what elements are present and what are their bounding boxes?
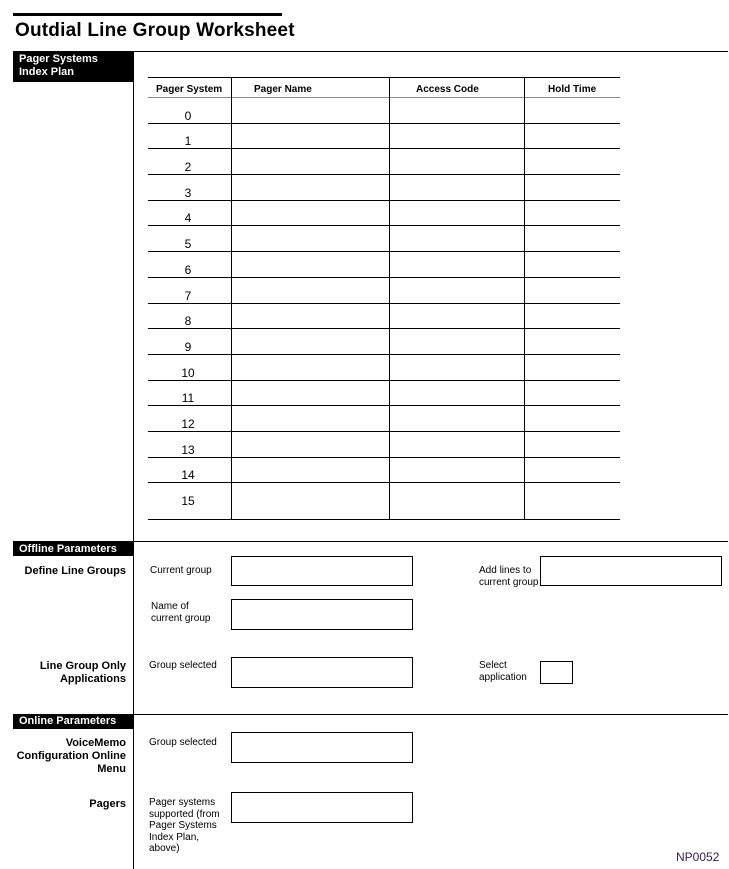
- select-application-field[interactable]: [540, 661, 573, 684]
- col-header-hold-time: Hold Time: [548, 84, 597, 95]
- table-row: [148, 277, 620, 303]
- pager-system-number: 0: [184, 108, 192, 123]
- pager-system-number: 13: [181, 442, 195, 457]
- group-selected-offline-field[interactable]: [231, 657, 413, 688]
- table-row: [148, 123, 620, 149]
- section-label-pager-plan: Pager Systems Index Plan: [13, 52, 133, 82]
- col-header-pager-system: Pager System: [156, 84, 223, 95]
- table-row: [148, 405, 620, 431]
- pager-system-number: 5: [184, 237, 192, 252]
- label-define-line-groups: Define Line Groups: [24, 565, 126, 577]
- table-row: [148, 200, 620, 226]
- current-group-field[interactable]: [231, 556, 413, 586]
- table-bottom-rule: [148, 519, 620, 520]
- label-add-lines: Add lines to current group: [479, 565, 539, 588]
- table-row: [148, 431, 620, 457]
- page-title: Outdial Line Group Worksheet: [15, 20, 295, 41]
- pager-system-number: 12: [181, 417, 195, 432]
- pager-system-number: 3: [184, 185, 192, 200]
- table-row: [148, 148, 620, 174]
- table-row: [148, 303, 620, 329]
- pager-system-number: 14: [181, 468, 195, 483]
- label-group-selected-online: Group selected: [149, 737, 217, 748]
- col-header-access-code: Access Code: [416, 84, 479, 95]
- table-row: [148, 354, 620, 380]
- table-row: [148, 328, 620, 354]
- col-header-pager-name: Pager Name: [254, 84, 312, 95]
- pager-system-number: 7: [184, 288, 192, 303]
- pager-system-number: 10: [181, 365, 195, 380]
- table-row: [148, 251, 620, 277]
- table-row: [148, 226, 620, 252]
- pager-system-number: 2: [184, 160, 192, 175]
- table-row: [148, 174, 620, 200]
- title-rule: [13, 13, 282, 16]
- group-selected-online-field[interactable]: [231, 732, 413, 763]
- pager-system-number: 15: [181, 494, 195, 509]
- table-row: [148, 483, 620, 509]
- label-select-application: Select application: [479, 660, 527, 683]
- label-pager-systems-supported: Pager systems supported (from Pager Systems Index Plan, above): [149, 797, 220, 854]
- table-top-rule: [148, 77, 620, 78]
- pager-system-number: 1: [184, 134, 192, 149]
- table-row: [148, 380, 620, 406]
- label-pagers: Pagers: [89, 798, 126, 810]
- pager-table: [148, 77, 620, 520]
- add-lines-field[interactable]: [540, 556, 722, 586]
- pager-systems-supported-field[interactable]: [231, 792, 413, 823]
- pager-system-number: 6: [184, 262, 192, 277]
- pager-system-number: 8: [184, 314, 192, 329]
- label-voicememo-config: VoiceMemo Configuration Online Menu: [16, 737, 126, 775]
- section-label-online: Online Parameters: [13, 714, 133, 729]
- table-row: [148, 457, 620, 483]
- pager-system-number: 11: [181, 391, 195, 406]
- document-code: NP0052: [676, 850, 720, 864]
- label-line-group-only: Line Group Only Applications: [39, 660, 126, 685]
- label-name-of-current-group: Name of current group: [151, 601, 211, 624]
- label-group-selected-offline: Group selected: [149, 660, 217, 671]
- left-column-divider: [133, 52, 134, 869]
- pager-system-number: 9: [184, 339, 192, 354]
- pager-system-number: 4: [184, 211, 192, 226]
- name-of-current-group-field[interactable]: [231, 599, 413, 630]
- label-current-group: Current group: [150, 565, 212, 576]
- section-label-offline: Offline Parameters: [13, 542, 133, 556]
- table-row: [148, 97, 620, 123]
